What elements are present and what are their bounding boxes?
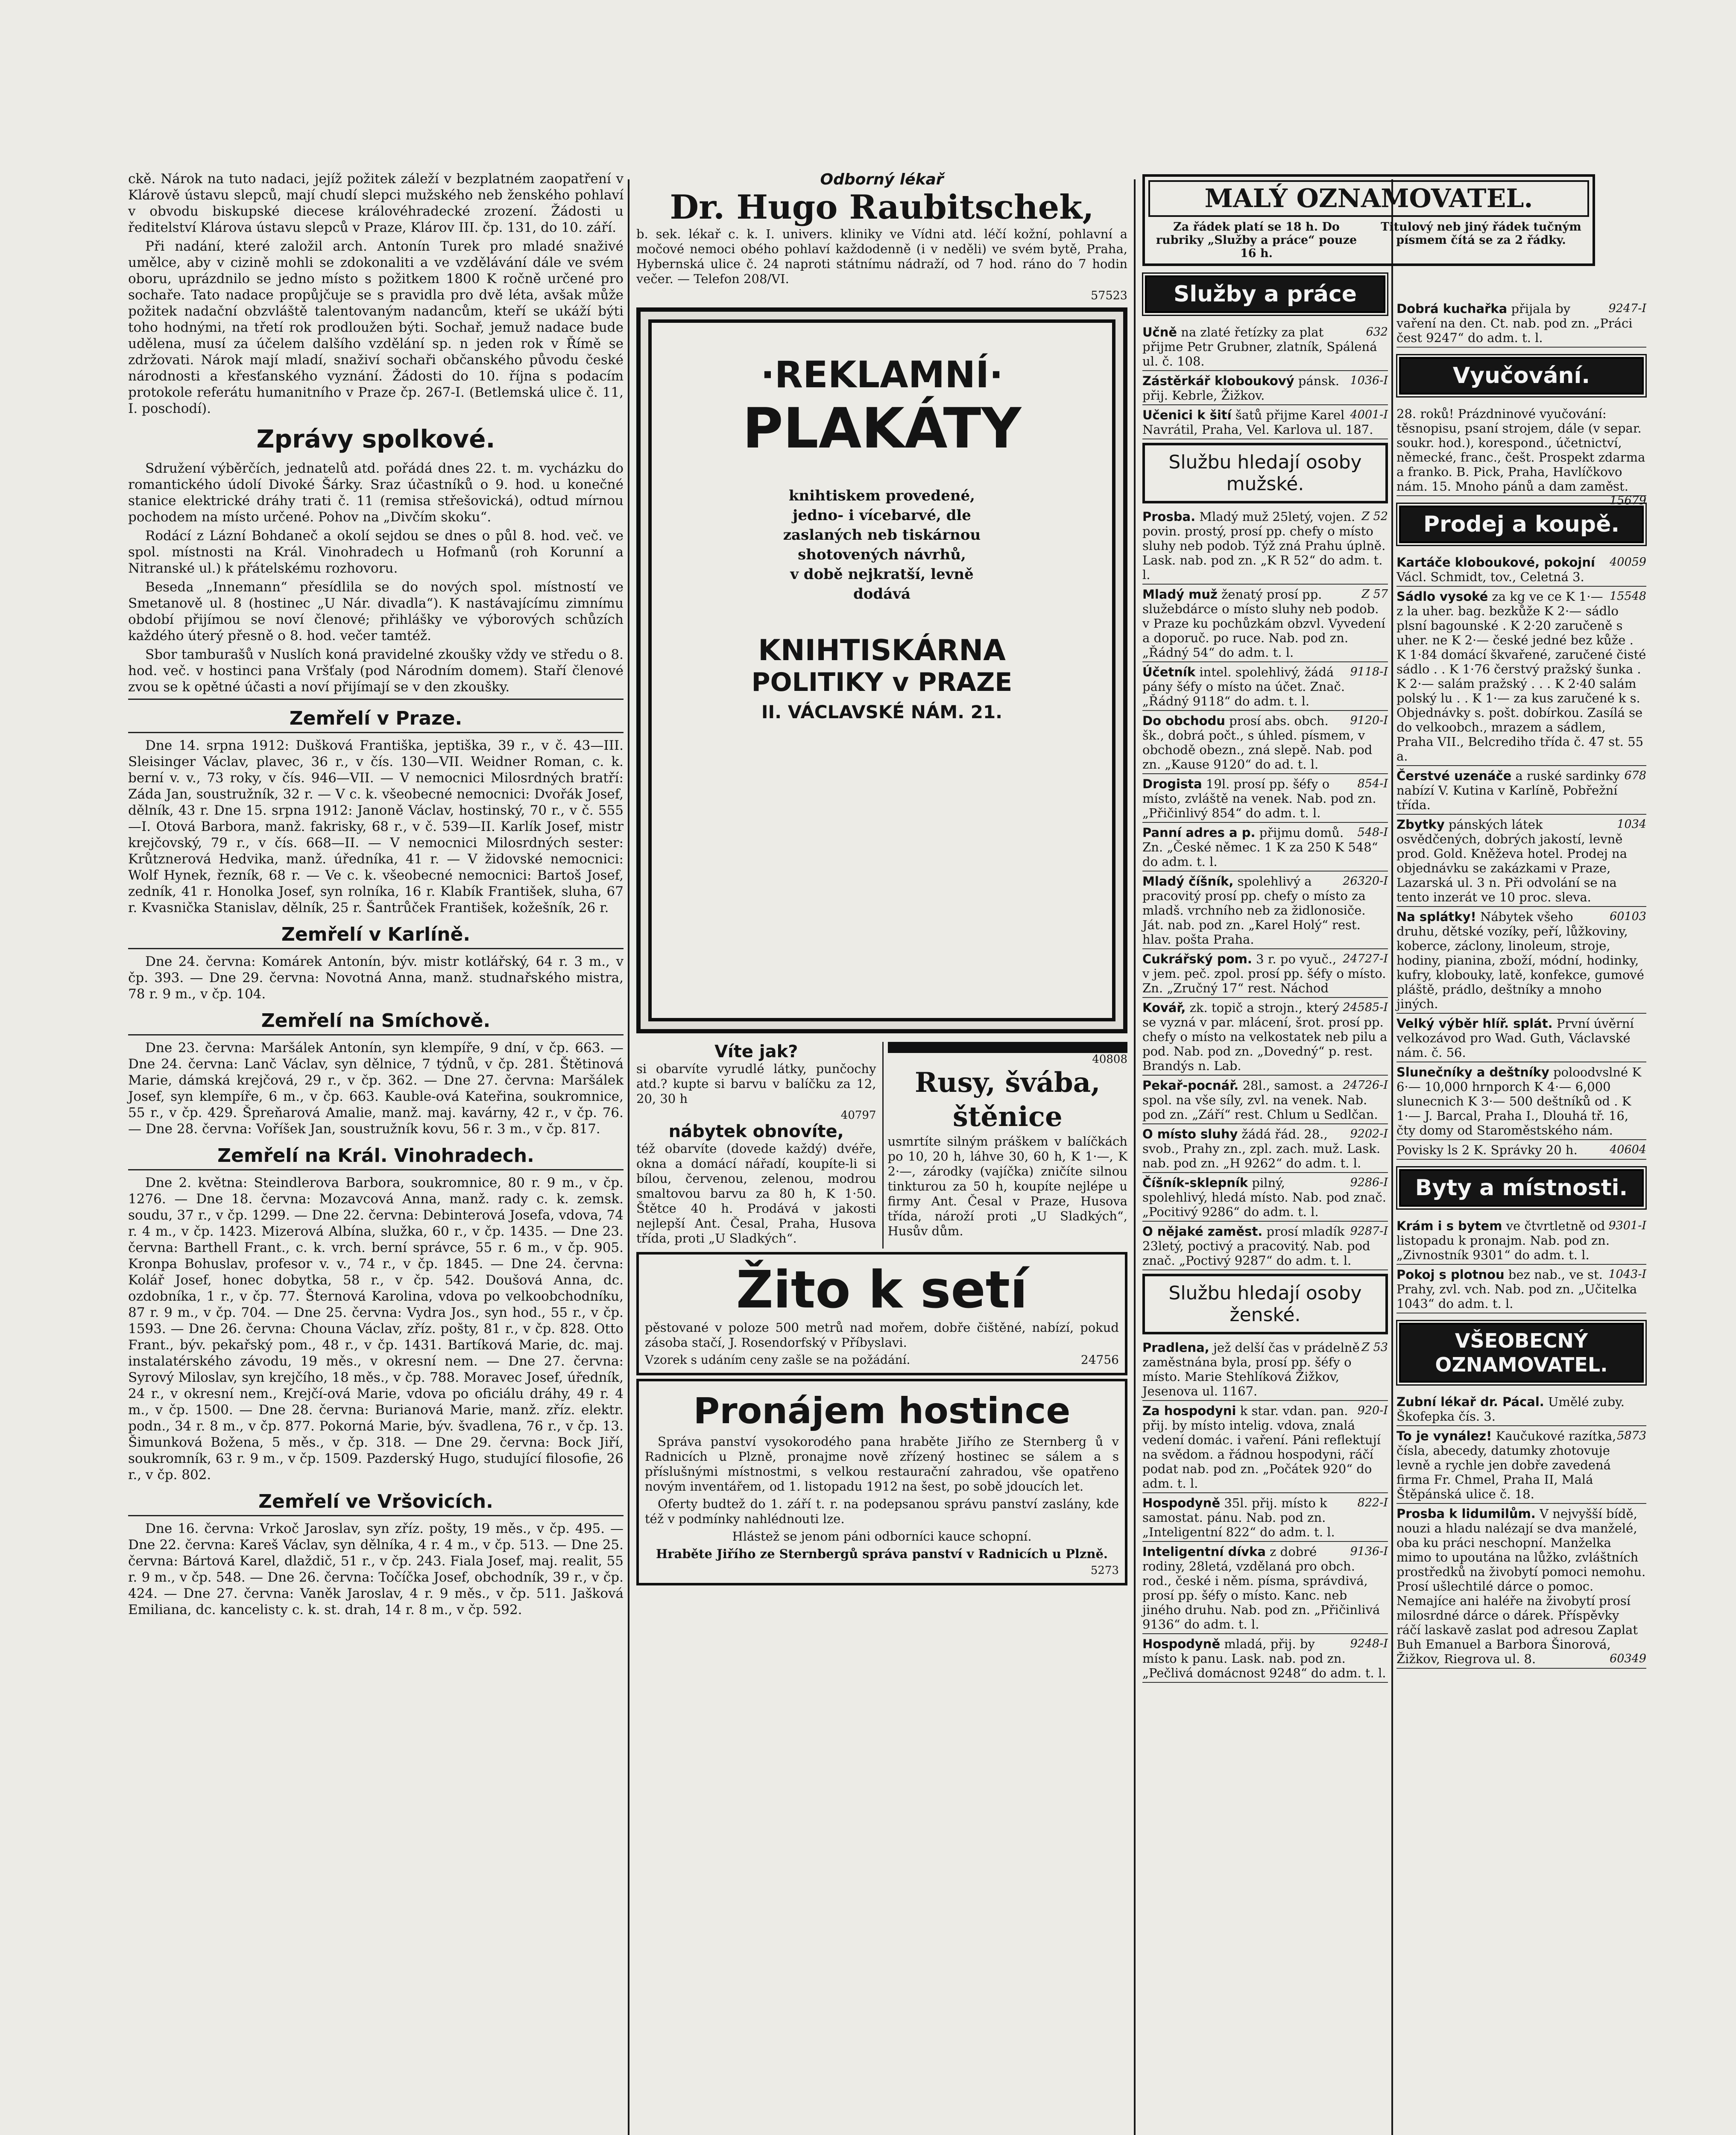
death-notices: Dne 14. srpna 1912: Dušková Františka, jeptiška, 39 r., v č. 43—III. Sleisinger Václav, plavec, 36 r., v čís. 130—VII. Weidner Roman, c. k. berní v. v., 73 roky, v čís. 946—VII. — V nemocnici Milosrdných bratří: Záda Jan, soustružník, 32 r. — V c. k. všeobecné nemocnici: Dvořák Josef, dělník, 43 r. Dne 15. srpna 1912: Janoně Václav, hostinský, 70 r., v č. 555—I. Otová Barbora, manž. fakrisky, 68 r., v č. 539—II. Karlík Josef, mistr krejčovský, 79 r., v čís. 668—II. — V nemocnici Milosrdných sester: Krůtznerová Hedvika, manž. úředníka, 41 r. — V židovské nemocnici: Wolf Hynek, řezník, 68 r. — Ve c. k. všeobecné nemocnici: Bartoš Josef, zedník, 41 r. Honolka Josef, syn rolníka, 16 r. Klabík František, sluha, 67 r. Kvasnička Stanislav, dělník, 25 r. Šantrůček František, kožešník, 26 r. [128, 738, 624, 915]
sluzby-banner: Služby a práce [1145, 275, 1385, 313]
subsection-heading: Službu hledají osoby ženské. [1142, 1274, 1388, 1334]
small-ad: Pokoj s plotnou 1043-I bez nab., ve st. Prahy, zvl. vch. Nab. pod zn. „Učitelka 1043“ do adm. t. l. [1396, 1265, 1646, 1313]
small-ad: Krám i s bytem 9301-I ve čtvrtletně od listopadu k pronajm. Nab. pod zn. „Zivnostník 9301“ do adm. t. l. [1396, 1216, 1646, 1265]
small-ad: Panní adres a p. 548-I přijmu domů. Zn. „České němec. 1 K za 250 K 548“ do adm. t. l. [1142, 823, 1388, 872]
poster-line: v době nejkratší, levně [790, 566, 974, 583]
section-title: MALÝ OZNAMOVATEL. [1148, 180, 1589, 217]
small-ad: 28. roků! Prázdninové vyučování: těsnopisu, psaní strojem, dále (v separ. soukr. hod.), korespond., účetnictví, německé, franc., češt. Prospekt zdarma a franko. B. Pick, Praha, Havlíčkovo nám. 15. Mnoho pánů a dam zaměst. 15679 [1396, 404, 1646, 496]
column-news [128, 171, 624, 2135]
ad-number: 40808 [1092, 1053, 1127, 1066]
intro-paragraph: ckě. Nárok na tuto nadaci, jejíž požitek záleží v bezplatném zaopatření v Klárově ústavu slepců, mají chudí slepci mužského neb ženského pohlaví v obvodu biskupské diecese královéhradecké zrození. Žádosti u ředitelství Klárova ústavu slepců v Praze, Klárov III. čp. 131, do 10. září. [128, 171, 624, 235]
small-ad: Dobrá kuchařka 9247-I přijala by vaření na den. Ct. nab. pod zn. „Práci čest 9247“ do adm. t. l. [1396, 299, 1646, 348]
poster-line: dodává [853, 585, 911, 602]
death-notices: Dne 23. června: Maršálek Antonín, syn klempíře, 9 dní, v čp. 663. — Dne 24. června: Lanč Václav, syn dělnice, 7 týdnů, v čp. 281. Štětinová Marie, dámská krejčová, 29 r., v čp. 362. — Dne 27. června: Maršálek Josef, syn klempíře, 6 m., v čp. 663. Kauble-ová Kateřina, soukromnice, 55 r., v čp. 429. Špreňarová Amalie, manž. maj. kavárny, 42 r., v čp. 76. — Dne 28. června: Voříšek Jan, soustružník kovu, 56 r. 3 m., v čp. 817. [128, 1040, 624, 1137]
small-ad: O místo sluhy 9202-I žádá řád. 28., svob., Prahy zn., zpl. zach. muž. Lask. nab. pod zn. „H 9262“ do adm. t. l. [1142, 1124, 1388, 1173]
poster-address: II. VÁCLAVSKÉ NÁM. 21. [761, 702, 1003, 722]
doctor-ad [636, 171, 1127, 302]
zito-ad [636, 1252, 1127, 1375]
small-ad: Číšník-sklepník 9286-I pilný, spolehlivý, hledá místo. Nab. pod znač. „Pocitivý 9286“ do adm. t. l. [1142, 1173, 1388, 1222]
small-ad: Sádlo vysoké 15548 za kg ve ce K 1·— z la uher. bag. bezkůže K 2·— sádlo plsní bagounské . K 2·20 zaručeně s uher. ne K 2·— české jedné bez kůže . K 1·84 domácí škvařené, zaručené čisté sádlo . . K 1·76 čerstvý pražský šunka . K 2·— salám pražský . . . K 2·40 salám polský lu . . K 1·— za kus zaručené k s. Objednávky s. pošt. dobírkou. Zasílá se do velkoobch., mrazem a sádlem, Praha VII., Belcrediho třída č. 47 st. 55 a. [1396, 587, 1646, 766]
turek-paragraph: Při nadání, které založil arch. Antonín Turek pro mladé snaživé umělce, aby v cizině mohli se zdokonaliti a ve vzdělávání dále ve svém oboru, uprázdnilo se jedno místo s požitkem 1800 K ročně určené pro sochaře. Tato nadace propůjčuje se s pravidla pro dvě léta, avšak může požitek nadační obzvláště talentovaným nadancům, kteří se ukáží býti toho hodnými, na třetí rok prodloužen býti. Sochař, jemuž nadace bude udělena, musí za účelem dalšího vzdělání sp. n jeden rok v Římě se zdržovati. Nárok mají mladí, snaživí sochaři občanského původu české národnosti a křesťanského vyznání. Žádosti do 10. října s podacím protokole referátu humanitního v Praze čp. 267-I. (Betlemská ulice č. 11, I. poschodí). [128, 239, 624, 416]
vseobecny-banner: VŠEOBECNÝ OZNAMOVATEL. [1399, 1323, 1644, 1383]
section-heading: Zprávy spolkové. [256, 424, 495, 453]
section-heading: Zemřelí na Smíchově. [128, 1010, 624, 1035]
column-ads-center [636, 171, 1127, 2135]
poster-title: PLAKÁTY [742, 396, 1022, 461]
doctor-kicker: Odborný lékař [820, 171, 944, 188]
small-ad: Prosba k lidumilům. V nejvyšší bídě, nouzi a hladu nalézají se dva manželé, oba ku práci neschopní. Manželka mimo to upoutána na lůžko, zvláštních prostředků na živobytí pomoci nemohu. Prosí ušlechtilé dárce o pomoc. Nemajíce ani haléře na živobytí prosí milosrdné dárce o dárek. Příspěvky ráčí laskavě zaslat pod adresou Zaplat Buh Emanuel a Barbora Šinorová, Žižkov, Riegrova ul. 8. 60349 [1396, 1504, 1646, 1669]
section-heading: Zemřelí v Praze. [128, 708, 624, 733]
small-ad: 40604 Povisky ls 2 K. Správky 20 h. [1396, 1140, 1646, 1160]
column-rule [628, 179, 629, 2135]
poster-printer: KNIHTISKÁRNA [758, 634, 1006, 667]
poster-line: knihtiskem provedené, [788, 487, 975, 504]
section-heading: Zemřelí v Karlíně. [128, 924, 624, 949]
poster-line: shotovených návrhů, [798, 546, 966, 563]
pronajem-ad [636, 1379, 1127, 1585]
small-ad: To je vynález! 5873 Kaučukové razítka, čísla, abecedy, datumky zhotovuje levně a rychle jen dobře zavedená firma Fr. Chmel, Praha II, Malá Štěpánská ulice č. 18. [1396, 1426, 1646, 1504]
rates-left: Za řádek platí se 18 h. Do rubriky „Služby a práce“ pouze 16 h. [1156, 220, 1357, 260]
small-ad: Mladý číšník, 26320-I spolehlivý a pracovitý prosí pp. chefy o místo za mladš. vrchního neb za židlonosiče. Ját. nab. pod zn. „Karel Holý“ rest. hlav. pošta Praha. [1142, 872, 1388, 949]
poster-title: ·REKLAMNÍ· [761, 354, 1003, 396]
small-ad: Do obchodu 9120-I prosí abs. obch. šk., dobrá počt., s úhled. písmem, v obchodě obezn., zná slepě. Nab. pod zn. „Kause 9120“ do ad. t. l. [1142, 711, 1388, 774]
ad-text: si obarvíte vyrudlé látky, punčochy atd.? kupte si barvu v balíčku za 12, 20, 30 h [636, 1062, 876, 1106]
death-notices: Dne 16. června: Vrkoč Jaroslav, syn zříz. pošty, 19 měs., v čp. 495. — Dne 22. června: Kareš Václav, syn dělníka, 4 r. 4 m., v čp. 513. — Dne 25. června: Bártová Karel, dlaždič, 51 r., v čp. 243. Fiala Josef, maj. realit, 55 r. 9 m., v čp. 548. — Dne 26. června: Točíčka Josef, obchodník, 39 r., v čp. 424. — Dne 27. června: Vaněk Jaroslav, 4 r. 9 měs., v čp. 511. Jašková Emiliana, dc. kancelisty c. k. st. drah, 14 r. 8 m., v čp. 592. [128, 1521, 624, 1617]
small-ad: Mladý muž Z 57 ženatý prosí pp. služebdárce o místo sluhy neb podob. v Praze ku pochůzkám obzvl. Vyvedení a doporuč. po ruce. Nab. pod zn. „Řádný 54“ do adm. t. l. [1142, 585, 1388, 662]
small-ad: Inteligentní dívka 9136-I z dobré rodiny, 28letá, vzdělaná pro obch. rod., české i něm. písma, správdivá, prosí pp. šéfy o místo. Kanc. neb jiného druhu. Nab. pod zn. „Přičinlivá 9136“ do adm. t. l. [1142, 1542, 1388, 1634]
ad-number: 40797 [840, 1109, 876, 1122]
divider [128, 699, 624, 700]
ad-footer: Vzorek s udáním ceny zašle se na požádání. [645, 1353, 910, 1367]
rusy-ad [882, 1042, 1128, 1249]
death-notices: Dne 24. června: Komárek Antonín, býv. mistr kotlářský, 64 r. 3 m., v čp. 393. — Dne 29. června: Novotná Anna, manž. studnařského mistra, 78 r. 9 m., v čp. 104. [128, 954, 624, 1002]
rates-right: Titulový neb jiný řádek tučným písmem čítá se za 2 řádky. [1381, 220, 1581, 247]
small-ad: Pekař-pocnář. 24726-I 28l., samost. a spol. na vše síly, zvl. na venek. Nab. pod zn. „Září“ rest. Chlum u Sedlčan. [1142, 1076, 1388, 1124]
ad-number: 57523 [1091, 289, 1127, 302]
small-ad: Velký výběr hlíř. splát. První úvěrní velkozávod pro Wad. Guth, Václavské nám. č. 56. [1396, 1014, 1646, 1062]
ad-signature: Hraběte Jiřího ze Sternbergů správa panství v Radnicích u Plzně. [656, 1547, 1108, 1561]
byty-banner: Byty a místnosti. [1399, 1169, 1644, 1207]
small-ad: Slunečníky a deštníky poloodvslné K 6·— 10,000 hrnporch K 4·— 6,000 slunecnich K 3·— 500 deštníků od . K 1·— J. Barcal, Praha I., Dlouhá tř. 16, čty domy od Staroměstského nám. [1396, 1062, 1646, 1140]
spolky-item: Sbor tamburašů v Nuslích koná pravidelné zkoušky vždy ve středu o 8. hod. več. v hostinci pana Vršťaly (pod Národním domem). Staří členové zvou se k opětné účasti a noví přijímají se v den zkoušky. [128, 647, 624, 695]
ad-text: Hlástež se jenom páni odborníci kauce schopní. [732, 1529, 1032, 1544]
poster-line: zaslaných neb tiskárnou [783, 526, 981, 544]
section-heading: Zemřelí ve Vršovicích. [128, 1491, 624, 1516]
spolky-item: Beseda „Innemann“ přesídlila se do nových spol. místností ve Smetanově ul. 8 (hostinec „U Nár. divadla“). K nastávajícímu zimnímu období přijímou se noví členové; přihlášky ve výborových schůzích každého úterý přesně o 8. hod. večer tamtéž. [128, 579, 624, 643]
small-ad: Drogista 854-I 19l. prosí pp. šéfy o místo, zvláště na venek. Nab. pod zn. „Přičinlivý 854“ do adm. t. l. [1142, 774, 1388, 823]
doctor-name: Dr. Hugo Raubitschek, [670, 188, 1094, 227]
small-ad: Kartáče kloboukové, pokojní 40059 Václ. Schmidt, tov., Celetná 3. [1396, 553, 1646, 587]
small-ad: Kovář, 24585-I zk. topič a strojn., který se vyzná v par. mlácení, šrot. prosí pp. chefy o místo na velkostatek neb pilu a pod. Nab. pod zn. „Dovedný“ p. rest. Brandýs n. Lab. [1142, 998, 1388, 1076]
ad-number: 24756 [1080, 1353, 1119, 1367]
ad-text: Oferty budtež do 1. září t. r. na podepsanou správu panství zaslány, kde též v podmínky nahlédnouti lze. [645, 1497, 1119, 1526]
doctor-text: b. sek. lékař c. k. I. univers. kliniky ve Vídni atd. léčí kožní, pohlavní a močové nemoci obého pohlaví každodenně (i v neděli) ve svém bytě, Praha, Hybernská ulice č. 24 naproti státnímu nádraží, od 7 hod. ráno do 7 hodin večer. — Telefon 208/VI. [636, 227, 1127, 286]
death-notices: Dne 2. května: Steindlerova Barbora, soukromnice, 80 r. 9 m., v čp. 1276. — Dne 18. června: Mozavcová Anna, manž. rady c. k. zemsk. soudu, 37 r., v čp. 1299. — Dne 22. června: Debinterová Josefa, vdova, 74 r. 4 m., v čp. 1423. Mizerová Albína, služka, 60 r., v čp. 1435. — Dne 23. června: Barthell Frant., c. k. vrch. berní správce, 55 r. 6 m., v čp. 905. Kronpa Bohuslav, profesor v. v., 74 r., v čp. 1845. — Dne 24. června: Kolář Josef, honec dobytka, 58 r., v čp. 542. Doušová Anna, dc. ozdobníka, 1 r., v čp. 77. Šternová Karolina, vdova po velkoobchodníku, 87 r. 9 m., v čp. 704. — Dne 25. června: Vydra Jos., syn hod., 55 r., v čp. 1593. — Dne 26. června: Chouna Václav, zříz. pošty, 81 r., v čp. 828. Otto Frant., býv. pekařský pom., 48 r., v čp. 1431. Bartíková Marie, dc. maj. instalatérského závodu, 19 měs., v okresní nem. — Dne 27. června: Syrový Miloslav, syn krejčího, 18 měs., v čp. 788. Moravec Josef, úředník, 24 r., v okresní nem., Krejčí-ová Marie, vdova po oficiálu dráhy, 49 r. 4 m., v čp. 1500. — Dne 28. června: Burianová Marie, manž. zříz. elektr. podn., 34 r. 8 m., v čp. 877. Pokorná Marie, býv. švadlena, 76 r., v čp. 13. Šimunková Božena, 5 měs., v čp. 318. — Dne 29. června: Bock Jiří, soukromník, 63 r. 9 m., v čp. 1509. Pazderský Hugo, studující filosofie, 26 r., v čp. 802. [128, 1175, 624, 1483]
ad-text: též obarvíte (dovede každý) dvéře, okna a domácí nářadí, koupíte-li si bílou, červenou, zelenou, modrou smaltovou barvu za 80 h, K 1·50. Štětce 40 h. Prodává v jakosti nejlepší Ant. Česal, Praha, Husova třída, proti „U Sladkých“. [636, 1141, 876, 1246]
ad-heading: Rusy, švába, štěnice [914, 1067, 1101, 1133]
barva-ad [636, 1042, 876, 1249]
ad-heading: nábytek obnovíte, [668, 1122, 844, 1141]
small-ad: Pradlena, Z 53 jež delší čas v prádelně zaměstnána byla, prosí pp. šéfy o místo. Marie Stehlíková Žižkov, Jesenova ul. 1167. [1142, 1338, 1388, 1401]
small-ad: Hospodyně 9248-I mladá, přij. by místo k panu. Lask. nab. pod zn. „Pečlivá domácnost 9248“ do adm. t. l. [1142, 1634, 1388, 1683]
spolky-item: Rodácí z Lázní Bohdaneč a okolí sejdou se dnes o půl 8. hod. več. ve spol. místnosti na Král. Vinohradech u Hofmanů (roh Korunní a Nitranské ul.) k přátelskému rozhovoru. [128, 528, 624, 576]
small-ad: Na splátky! 60103 Nábytek všeho druhu, dětské vozíky, peří, lůžkoviny, koberce, záclony, linoleum, stroje, hodiny, pianina, zboží, módní, hodinky, kufry, klobouky, latě, konfekce, gumové pláště, prádlo, deštníky a mnoho jiných. [1396, 907, 1646, 1014]
ad-text: pěstované v poloze 500 metrů nad mořem, dobře čištěné, nabízí, pokud zásoba stačí, J. Rosendorfský v Příbyslavi. [645, 1320, 1119, 1350]
poster-printer: POLITIKY v PRAZE [751, 667, 1013, 697]
ad-heading: Pronájem hostince [693, 1390, 1071, 1432]
section-heading: Zemřelí na Král. Vinohradech. [128, 1145, 624, 1170]
prodej-banner: Prodej a koupě. [1399, 506, 1644, 543]
subsection-heading: Službu hledají osoby mužské. [1142, 443, 1388, 503]
column-rule [1391, 179, 1393, 2135]
small-ad: Cukrářský pom. 24727-I 3 r. po vyuč., v jem. peč. zpol. prosí pp. šéfy o místo. Zn. „Zručný 17“ rest. Náchod [1142, 949, 1388, 998]
small-ad: Za hospodyni 920-I k star. vdan. pan. přij. by místo intelig. vdova, znalá vedení domác. i vaření. Páni reflektují na svědom. a řádnou hospodyni, ráčí podat nab. pod zn. „Počátek 920“ do adm. t. l. [1142, 1401, 1388, 1493]
ad-text: usmrtíte silným práškem v balíčkách po 10, 20 h, láhve 30, 60 h, K 1·—, K 2·—, zárodky (vajíčka) zničíte silnou tinkturou za 50 h, koupíte nejlépe u firmy Ant. Česal v Praze, Husova třída, nároží proti „U Sladkých“, Husův dům. [887, 1134, 1127, 1238]
poster-ad [636, 307, 1127, 1033]
ad-number: 5273 [1090, 1564, 1119, 1577]
small-ad: O nějaké zaměst. 9287-I prosí mladík 23letý, poctivý a pracovitý. Nab. pod znač. „Poctivý 9287“ do adm. t. l. [1142, 1222, 1388, 1270]
spolky-item: Sdružení výběrčích, jednatelů atd. pořádá dnes 22. t. m. vycházku do romantického údolí Divoké Šárky. Sraz účastníků o 9. hod. u konečné stanice elektrické dráhy trati č. 11 (remisa střešovická), odtud mírnou pochodem na místo určené. Pohov na „Divčím skoku“. [128, 461, 624, 525]
poster-line: jedno- i vícebarvé, dle [793, 507, 971, 524]
small-ad: Učenici k šití 4001-I šatů přijme Karel Navrátil, Praha, Vel. Karlova ul. 187. [1142, 405, 1388, 439]
paint-ads-row [636, 1042, 1127, 1249]
small-ad: Hospodyně 822-I 35l. přij. místo k samostat. pánu. Nab. pod zn. „Inteligentní 822“ do adm. t. l. [1142, 1493, 1388, 1542]
ad-heading: Žito k setí [736, 1261, 1028, 1320]
ad-heading: Víte jak? [714, 1042, 798, 1062]
small-ad: Zubní lékař dr. Pácal. Umělé zuby. Škofepka čís. 3. [1396, 1392, 1646, 1426]
small-ad: Účetník 9118-I intel. spolehlivý, žádá pány šéfy o místo na účet. Znač. „Řádný 9118“ do adm. t. l. [1142, 662, 1388, 711]
small-ad: Čerstvé uzenáče 678 a ruské sardinky nabízí V. Kutina v Karlíně, Pobřežní třída. [1396, 766, 1646, 815]
small-ad: Prosba. Z 52 Mladý muž 25letý, vojen. povin. prostý, prosí pp. chefy o místo sluhy neb podob. Týž zná Prahu úplně. Lask. nab. pod zn. „K R 52“ do adm. t. l. [1142, 507, 1388, 585]
vyucovani-banner: Vyučování. [1399, 357, 1644, 395]
maly-oznamovatel-header [1142, 174, 1595, 266]
small-ad: Učně 632 na zlaté řetízky za plat přijme Petr Grubner, zlatník, Spálená ul. č. 108. [1142, 322, 1388, 371]
column-rule [1134, 179, 1136, 2135]
ad-text: Správa panství vysokorodého pana hraběte Jiřího ze Sternberg ů v Radnicích u Plzně, pronajme nově zřízený hostinec se sálem a s příslušnými místnostmi, s velkou restaurační zahradou, vše opatřeno novým inventářem, od 1. listopadu 1912 na šest, po sobě jdoucích let. [645, 1434, 1119, 1494]
small-ad: Zástěrkář kloboukový 1036-I pánsk. přij. Kebrle, Žižkov. [1142, 371, 1388, 405]
small-ad: Zbytky 1034 pánských látek osvědčených, dobrých jakostí, levně prod. Gold. Kněževa hotel. Prodej na objednávku se zakázkami v Praze, Lazarská ul. 3 n. Při odvolání se na tento inzerát ve 10 proc. sleva. [1396, 815, 1646, 907]
column-small-ads-right [1396, 299, 1646, 2135]
